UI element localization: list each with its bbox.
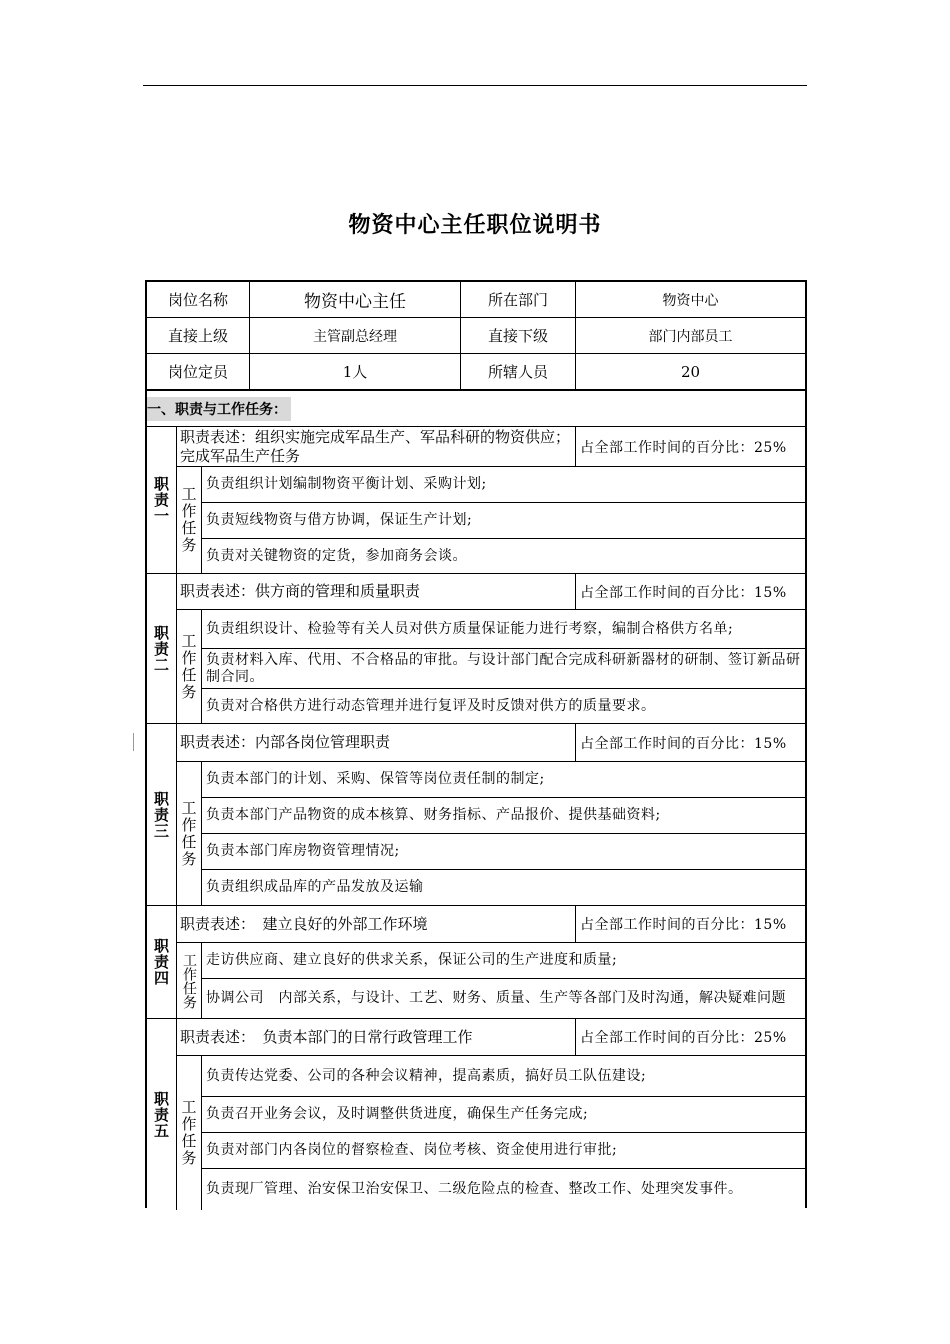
duty-label: 职责五 [147,1019,177,1210]
duty-percent: 占全部工作时间的百分比：15% [576,724,805,762]
duty-label: 职责二 [147,574,177,724]
task-item: 负责现厂管理、治安保卫治安保卫、二级危险点的检查、整改工作、处理突发事件。 [206,1181,743,1197]
basic-label: 直接上级 [147,318,250,354]
header-rule [143,85,807,86]
task-label: 工作任务 [177,943,202,1019]
task-item: 负责召开业务会议，及时调整供货进度，确保生产任务完成; [202,1097,805,1133]
task-item: 负责对合格供方进行动态管理并进行复评及时反馈对供方的质量要求。 [202,689,805,724]
basic-value: 1人 [250,354,461,391]
duty-statement: 职责表述： 负责本部门的日常行政管理工作 [177,1019,576,1056]
task-item: 负责材料入库、代用、不合格品的审批。与设计部门配合完成科研新器材的研制、签订新品研制合同。 [202,649,805,689]
task-item: 负责对部门内各岗位的督察检查、岗位考核、资金使用进行审批; [202,1133,805,1169]
task-label: 工作任务 [177,467,202,574]
task-item: 走访供应商、建立良好的供求关系，保证公司的生产进度和质量; [202,943,805,979]
basic-label: 直接下级 [461,318,576,354]
basic-value: 20 [576,354,805,391]
duty-label: 职责三 [147,724,177,906]
duty-statement: 职责表述：内部各岗位管理职责 [177,724,576,762]
duty-label: 职责一 [147,427,177,574]
duty-percent: 占全部工作时间的百分比：15% [576,906,805,943]
duty-statement: 职责表述：供方商的管理和质量职责 [177,574,576,610]
basic-label: 岗位定员 [147,354,250,391]
duty-statement: 职责表述：组织实施完成军品生产、军品科研的物资供应；完成军品生产任务 [177,427,576,467]
basic-label: 所在部门 [461,282,576,318]
task-item: 负责短线物资与借方协调，保证生产计划; [202,503,805,539]
task-item: 负责组织计划编制物资平衡计划、采购计划; [202,467,805,503]
task-item: 负责组织设计、检验等有关人员对供方质量保证能力进行考察，编制合格供方名单; [202,610,805,649]
page-title: 物资中心主任职位说明书 [348,213,602,238]
duty-percent: 占全部工作时间的百分比：25% [576,1019,805,1056]
duty-percent: 占全部工作时间的百分比：15% [576,574,805,610]
task-label: 工作任务 [177,1056,202,1210]
duty-percent: 占全部工作时间的百分比：25% [576,427,805,467]
section-heading-text: 一、职责与工作任务： [147,397,291,421]
basic-value: 主管副总经理 [250,318,461,354]
task-item: 负责对关键物资的定货，参加商务会谈。 [202,539,805,574]
basic-label: 所辖人员 [461,354,576,391]
task-item: 负责本部门的计划、采购、保管等岗位责任制的制定; [202,762,805,798]
task-item: 协调公司 内部关系，与设计、工艺、财务、质量、生产等各部门及时沟通，解决疑难问题 [202,979,805,1019]
margin-mark [133,733,134,751]
task-item: 负责本部门库房物资管理情况; [202,834,805,870]
task-label: 工作任务 [177,762,202,906]
section-heading [147,391,805,427]
basic-value: 部门内部员工 [576,318,805,354]
task-item: 负责传达党委、公司的各种会议精神，提高素质，搞好员工队伍建设; [202,1056,805,1097]
basic-value: 物资中心主任 [250,282,461,318]
basic-label: 岗位名称 [147,282,250,318]
duty-statement: 职责表述： 建立良好的外部工作环境 [177,906,576,943]
task-label: 工作任务 [177,610,202,724]
duty-label: 职责四 [147,906,177,1019]
task-item: 负责组织成品库的产品发放及运输 [202,870,805,906]
job-description-table [145,280,807,1208]
basic-value: 物资中心 [576,282,805,318]
task-item: 负责本部门产品物资的成本核算、财务指标、产品报价、提供基础资料; [202,798,805,834]
